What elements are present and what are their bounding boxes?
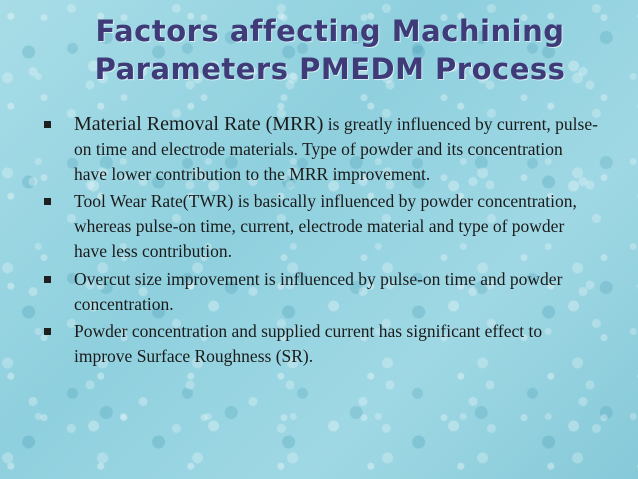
square-bullet-icon (44, 198, 51, 205)
bullet-item-sr (40, 319, 600, 369)
bullet-text: Tool Wear Rate(TWR) is basically influenced by powder concentration, whereas pulse-on time, current, electrode material and type of powder have less contribution. (74, 191, 577, 261)
slide-title (60, 12, 600, 88)
square-bullet-icon (44, 121, 51, 128)
bullet-item-twr (40, 189, 600, 263)
bullet-item-mrr (40, 112, 600, 186)
square-bullet-icon (44, 276, 51, 283)
bullet-text: Powder concentration and supplied current has significant effect to improve Surface Roughness (SR). (74, 321, 543, 367)
title-line-2: Parameters PMEDM Process (94, 52, 566, 86)
title-line-1: Factors affecting Machining (95, 14, 565, 48)
square-bullet-icon (44, 328, 51, 335)
bullet-lead: Material Removal Rate (MRR) (74, 113, 324, 135)
bullet-text: Overcut size improvement is influenced by pulse-on time and powder concentration. (74, 268, 563, 314)
bullet-text: is greatly influenced by current, pulse-on time and electrode materials. Type of powder and its concentration have lower contribution to the MRR improvement. (74, 114, 598, 184)
bullet-list (40, 112, 600, 372)
bullet-item-overcut (40, 267, 600, 317)
